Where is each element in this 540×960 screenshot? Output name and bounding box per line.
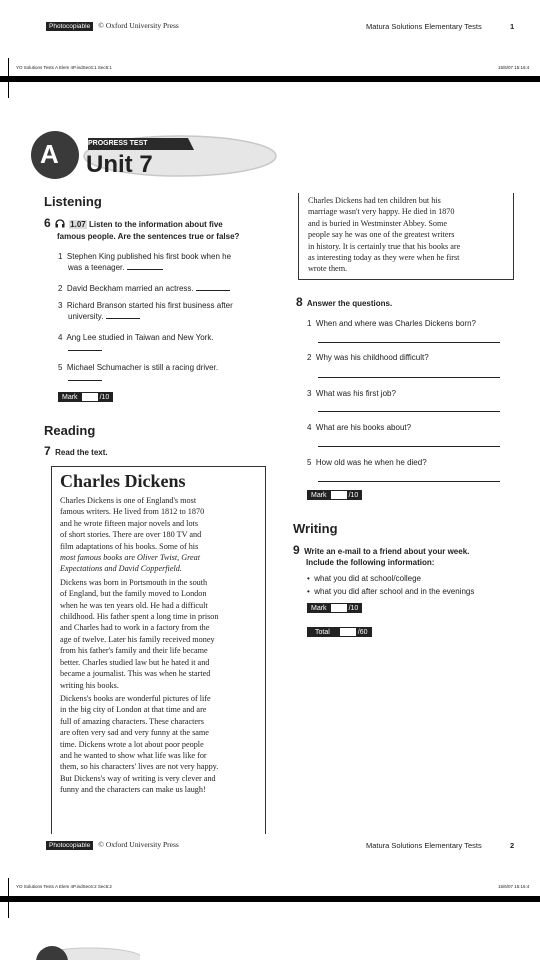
answer-line[interactable]	[318, 377, 500, 378]
reading-text-continued: Charles Dickens had ten children but his marriage wasn't very happy. He died in 1870 and is buried in Westminster Abbey. Some people say he was one of the greatest writers in history. It is certainly true that his books are as interesting today as they were when he first wrote them.	[298, 193, 514, 280]
listening-heading: Listening	[44, 194, 102, 209]
list-item: 1 When and where was Charles Dickens born?	[307, 319, 476, 328]
test-letter: A	[40, 139, 59, 169]
mark-box: Mark /10	[307, 490, 362, 500]
reading-heading: Reading	[44, 423, 96, 438]
score-field[interactable]	[331, 491, 347, 499]
answer-line[interactable]	[318, 481, 500, 482]
total-score-field[interactable]	[340, 628, 356, 636]
writing-heading: Writing	[293, 521, 338, 536]
answer-line[interactable]	[318, 446, 500, 447]
page-number: 1	[510, 22, 515, 31]
reading-text-box	[51, 466, 266, 834]
answer-line[interactable]	[318, 342, 500, 343]
list-item: 4 What are his books about?	[307, 423, 412, 432]
text-paragraph: Dickens's books are wonderful pictures of life in the big city of London at that time and are full of amazing characters. These characters are often very sad and very funny at the same time. Dickens wrote a lot about poor people and he wanted to show what life was like for them, so his characters' lives are not very happy. But Dickens's way of writing is very clever and funny and the characters can make us laugh!	[60, 693, 219, 795]
print-slug: YO Solutions Tests A Elem 4P.indSec6:1 Sec6:1	[16, 65, 112, 70]
print-timestamp: 15/6/07 15:16:4	[498, 65, 530, 70]
q9-instruction: 9 Write an e-mail to a friend about your week. Include the following information:	[293, 543, 470, 567]
q8-instruction: 8 Answer the questions.	[296, 295, 393, 309]
text-paragraph: Dickens was born in Portsmouth in the south of England, but the family moved to London when he was ten years old. He had a difficult childhood. His father spent a long time in prison and Charles had to work in a factory from the age of twelve. Later his family received money from his father's family and their life became better. Charles studied law but he hated it and became a journalist. This was when he started writing his books.	[60, 577, 219, 690]
list-item: 5 How old was he when he died?	[307, 458, 427, 467]
bullet-item: • what you did at school/college	[307, 574, 421, 583]
list-item: 5 Michael Schumacher is still a racing driver.	[58, 362, 283, 384]
progress-test-label: PROGRESS TEST	[88, 140, 148, 147]
mark-box: Mark /10	[307, 603, 362, 613]
track-number: 1.07	[70, 220, 86, 229]
photocopiable-badge: Photocopiable	[46, 22, 93, 31]
page-number: 2	[510, 841, 515, 850]
text-title: Charles Dickens	[60, 471, 186, 491]
print-timestamp: 15/6/07 15:16:4	[498, 884, 530, 889]
answer-blank[interactable]	[106, 318, 140, 319]
answer-blank[interactable]	[127, 269, 163, 270]
list-item: 4 Ang Lee studied in Taiwan and New York.	[58, 332, 283, 354]
list-item: 2 Why was his childhood difficult?	[307, 353, 429, 362]
list-item: 1 Stephen King published his first book when he was a teenager.	[58, 252, 232, 272]
score-field[interactable]	[331, 604, 347, 612]
unit-badge-graphic	[30, 128, 280, 186]
page-header	[46, 21, 179, 30]
answer-blank[interactable]	[68, 380, 102, 381]
page-footer	[46, 840, 179, 849]
page-divider	[0, 896, 540, 902]
text-paragraph: Charles Dickens is one of England's most famous writers. He lived from 1812 to 1870 and he wrote fifteen major novels and lots of short stories. There are over 180 TV and film adaptations of his books. Some of his most famous books are Oliver Twist, Great Expectations and David Copperfield.	[60, 496, 205, 574]
bullet-item: • what you did after school and in the evenings	[307, 587, 475, 596]
publisher-label: © Oxford University Press	[98, 840, 179, 849]
print-slug: YO Solutions Tests A Elem 4P.indSec6:2 Sec6:2	[16, 884, 112, 889]
score-field[interactable]	[82, 393, 98, 401]
series-title: Matura Solutions Elementary Tests	[366, 841, 482, 850]
photocopiable-badge: Photocopiable	[46, 841, 93, 850]
answer-line[interactable]	[318, 411, 500, 412]
answer-blank[interactable]	[68, 350, 102, 351]
q7-instruction: 7 Read the text.	[44, 444, 108, 458]
total-box: Total /60	[307, 627, 372, 637]
page-divider	[0, 76, 540, 82]
q6-number: 6	[44, 216, 51, 230]
mark-box: Mark /10	[58, 392, 113, 402]
answer-blank[interactable]	[196, 290, 230, 291]
unit-title: Unit 7	[86, 151, 153, 178]
q6-instruction: 6 1.07 Listen to the information about five famous people. Are the sentences true or false?	[44, 216, 240, 241]
publisher-label: © Oxford University Press	[98, 21, 179, 30]
list-item: 3 What was his first job?	[307, 389, 396, 398]
next-page-badge	[30, 944, 140, 960]
headphones-icon	[55, 219, 65, 231]
list-item: 2 David Beckham married an actress.	[58, 283, 283, 294]
list-item: 3 Richard Branson started his first business after university.	[58, 301, 233, 321]
series-title: Matura Solutions Elementary Tests	[366, 22, 482, 31]
